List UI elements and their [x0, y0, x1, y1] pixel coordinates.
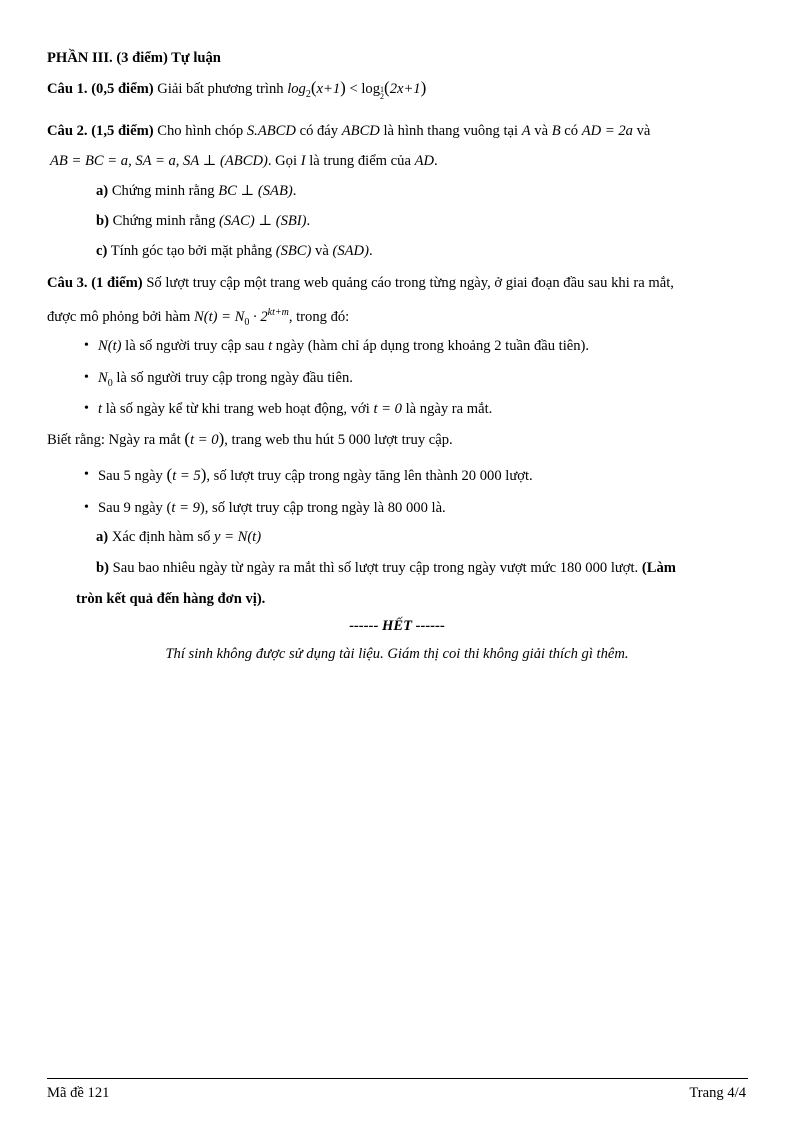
q3-text: được mô phỏng bởi hàm — [47, 308, 194, 325]
q3-sub: 0 — [107, 377, 113, 389]
q3-math: · 2 — [249, 308, 268, 325]
q2-math: AD — [414, 153, 435, 169]
q2a-end: . — [292, 183, 297, 199]
q3-text: Số lượt truy cập một trang web quảng cáo trong từng ngày, ở giai đoạn đầu sau khi ra mắt, — [142, 275, 674, 291]
q3b-bold: (Làm — [641, 560, 676, 576]
q3-known: Biết rằng: Ngày ra mắt (t = 0), trang web thu hút 5 000 lượt truy cập. — [47, 429, 453, 448]
q2c-text: và — [311, 243, 333, 259]
q1-arg2: 2x+1 — [389, 81, 421, 97]
q3-text: Sau 5 ngày — [98, 468, 167, 484]
footer-page-number: Trang 4/4 — [689, 1085, 746, 1101]
q3a-text: Xác định hàm số — [108, 529, 214, 545]
q2a-label: a) — [96, 183, 109, 199]
q2c-text: Tính góc tạo bởi mặt phẳng — [107, 243, 276, 259]
q3-exponent: kt+m — [267, 307, 289, 318]
q3-bullet-3 — [98, 399, 492, 419]
q2-text: là hình thang vuông tại — [379, 123, 522, 139]
q3-math: t — [268, 338, 273, 354]
q2-text: có đáy — [295, 123, 342, 139]
q2-math: AB = BC = a, SA = a, SA ⊥ (ABCD) — [50, 153, 268, 169]
question-3a — [96, 527, 261, 547]
q2-text: . Gọi — [267, 153, 301, 169]
question-2-line-2 — [50, 151, 438, 171]
q1-lt: < log — [345, 81, 381, 97]
q3-text: ), số lượt truy cập trong ngày là 80 000 là. — [199, 500, 446, 516]
q2b-label: b) — [96, 213, 109, 229]
q3a-label: a) — [96, 529, 109, 545]
q3-text: lượt truy cập. — [370, 432, 453, 448]
q2-text: và — [632, 123, 651, 139]
q2-text: là trung điểm của — [305, 153, 415, 169]
q3-number: 5 000 — [337, 432, 371, 448]
q1-frac-den: 2 — [380, 92, 385, 101]
q3-math: t — [98, 401, 103, 417]
q3-math: N(t) — [98, 338, 122, 354]
q1-log: log — [287, 81, 306, 97]
q3-text: Biết rằng: Ngày ra mắt — [47, 432, 185, 448]
question-2b — [96, 211, 310, 231]
q3-math: t = 5 — [172, 468, 201, 484]
q2-math: ABCD — [341, 123, 380, 139]
q2-text: và — [530, 123, 552, 139]
bullet-dot: • — [84, 338, 89, 353]
q3-text: là số ngày kể từ khi trang web hoạt động, với — [102, 401, 374, 417]
q3-known-2 — [98, 498, 446, 518]
bullet-dot: • — [84, 370, 89, 385]
q1-arg1: x+1 — [316, 81, 341, 97]
q3a-math: y = N(t) — [213, 529, 262, 545]
footer-exam-code: Mã đề 121 — [47, 1085, 110, 1101]
q3-sub: 0 — [244, 316, 250, 328]
q3b-text: Sau bao nhiêu ngày từ ngày ra mắt thì số lượt truy cập trong ngày vượt mức — [108, 560, 560, 576]
q3-text: , trong đó: — [288, 308, 350, 325]
footer-divider — [47, 1078, 748, 1079]
q2b-end: . — [306, 213, 311, 229]
q3-bullet-2 — [98, 368, 353, 394]
q3b-number: 180 000 — [559, 560, 608, 576]
question-1: Câu 1. (0,5 điểm) Giải bất phương trình $\log_2(x+1) < \log$ 1 2 (2x+1) — [47, 78, 427, 101]
q2c-math: (SBC) — [275, 243, 312, 259]
q2-label: Câu 2. (1,5 điểm) — [47, 123, 154, 139]
question-3-line-2 — [47, 303, 349, 333]
q3-text: , trang web thu hút — [224, 432, 338, 448]
question-2c — [96, 241, 373, 261]
q2b-math: (SAC) ⊥ (SBI) — [219, 213, 307, 229]
q3-math: t = 0 — [373, 401, 402, 417]
q1-label: Câu 1. (0,5 điểm) — [47, 81, 154, 97]
q2c-math: (SAD) — [332, 243, 369, 259]
q2-math: S.ABCD — [246, 123, 296, 139]
q3-text: , số lượt truy cập trong ngày tăng lên thành 20 000 lượt. — [206, 468, 533, 484]
question-3b — [96, 558, 676, 578]
q1-frac-num: 1 — [380, 85, 385, 94]
q3b-label: b) — [96, 560, 109, 576]
q3-math: t = 0 — [190, 432, 219, 448]
q2-math: B — [551, 123, 561, 139]
q2-text: Cho hình chóp — [153, 123, 247, 139]
bullet-dot: • — [84, 467, 89, 482]
q3-text: ngày (hàm chỉ áp dụng trong khoảng 2 tuần đầu tiên). — [272, 338, 590, 354]
q2b-text: Chứng minh rằng — [108, 213, 220, 229]
bullet-dot: • — [84, 500, 89, 515]
q2-text: có — [560, 123, 582, 139]
q3-math: N — [98, 370, 108, 386]
q3-text: là ngày ra mắt. — [401, 401, 493, 417]
q2a-text: Chứng minh rằng — [108, 183, 219, 199]
q3-math: N(t) = N — [193, 308, 245, 325]
q1-log-base: 2 — [305, 88, 311, 100]
q3-text: là số người truy cập sau — [121, 338, 269, 354]
q2-math: I — [300, 153, 306, 169]
question-2a — [96, 181, 296, 201]
q3-text: Sau 9 ngày ( — [98, 500, 172, 516]
end-mark: ------ HẾT ------ — [349, 618, 445, 634]
q2a-math: BC ⊥ (SAB) — [218, 183, 293, 199]
q3b-text: lượt. — [607, 560, 642, 576]
q2-math: AD = 2a — [581, 123, 633, 139]
q3-label: Câu 3. (1 điểm) — [47, 275, 143, 291]
section-title: PHẦN III. (3 điểm) Tự luận — [47, 50, 221, 66]
q3-math: t = 9 — [171, 500, 200, 516]
question-3b-cont: tròn kết quả đến hàng đơn vị). — [76, 591, 266, 607]
q3-known-1: Sau 5 ngày (t = 5), số lượt truy cập trong ngày tăng lên thành 20 000 lượt. — [98, 465, 533, 484]
question-2-line-1 — [47, 121, 650, 141]
q2-text: . — [434, 153, 438, 169]
question-3-line-1 — [47, 273, 674, 293]
end-note: Thí sinh không được sử dụng tài liệu. Giám thị coi thi không giải thích gì thêm. — [165, 646, 629, 662]
q3-text: là số người truy cập trong ngày đầu tiên. — [112, 370, 353, 386]
q2c-label: c) — [96, 243, 108, 259]
q2c-end: . — [368, 243, 373, 259]
q1-text: Giải bất phương trình — [153, 81, 288, 97]
q3-bullet-1 — [98, 336, 589, 356]
q2-math: A — [521, 123, 531, 139]
bullet-dot: • — [84, 401, 89, 416]
